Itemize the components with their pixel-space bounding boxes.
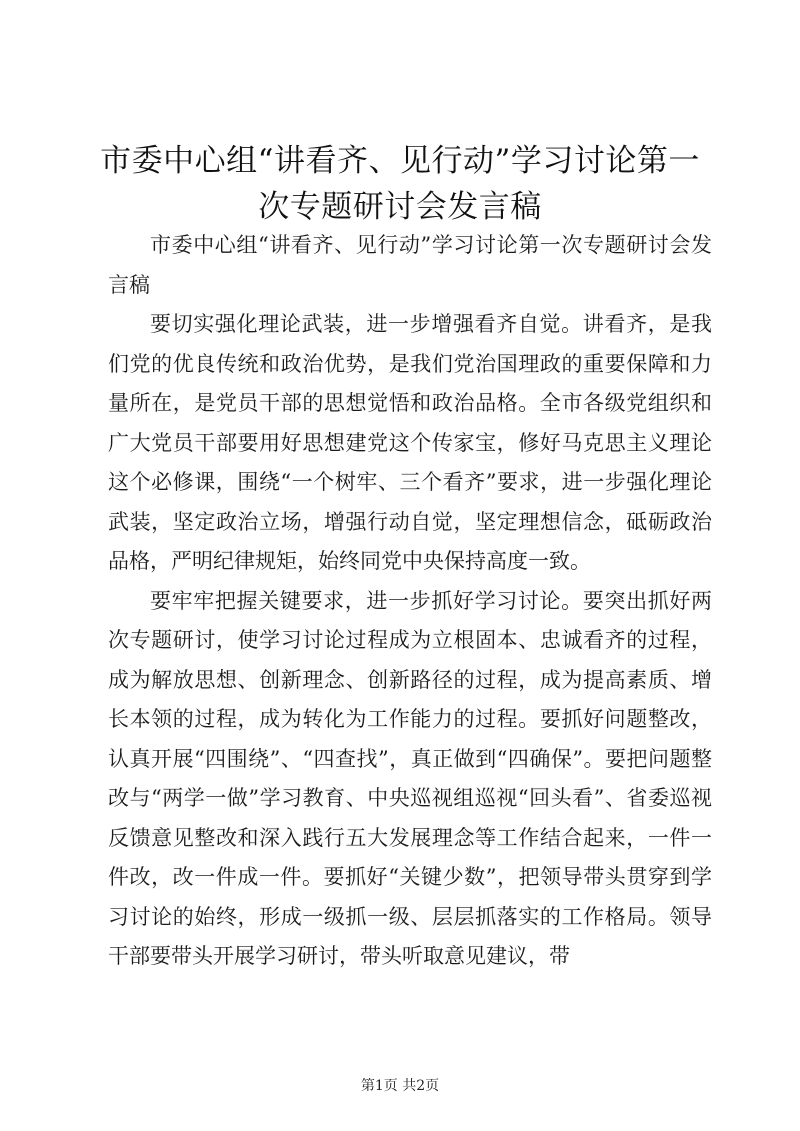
document-title: 市委中心组“讲看齐、见行动”学习讨论第一次专题研讨会发言稿 [100, 143, 700, 225]
body-paragraph-discussion: 要牢牢把握关键要求，进一步抓好学习讨论。要突出抓好两次专题研讨，使学习讨论过程成为立根固本、忠诚看齐的过程，成为解放思想、创新理念、创新路径的过程，成为提高素质、增长本领的过程，成为转化为工作能力的过程。要抓好问题整改，认真开展“四围绕”、“四查找”，真正做到“四确保”。要把问题整改与“两学一做”学习教育、中央巡视组巡视“回头看”、省委巡视反馈意见整改和深入践行五大发展理念等工作结合起来，一件一件改，改一件成一件。要抓好“关键少数”，把领导带头贯穿到学习讨论的始终，形成一级抓一级、层层抓落实的工作格局。领导干部要带头开展学习研讨，带头听取意见建议，带 [108, 588, 712, 968]
document-body [108, 226, 712, 977]
intro-paragraph: 市委中心组“讲看齐、见行动”学习讨论第一次专题研讨会发言稿 [108, 233, 712, 297]
page-number-footer: 第1页 共2页 [360, 1078, 440, 1094]
body-paragraph-theory: 要切实强化理论武装，进一步增强看齐自觉。讲看齐，是我们党的优良传统和政治优势，是我们党治国理政的重要保障和力量所在，是党员干部的思想觉悟和政治品格。全市各级党组织和广大党员干部要用好思想建党这个传家宝，修好马克思主义理论这个必修课，围绕“一个树牢、三个看齐”要求，进一步强化理论武装，坚定政治立场，增强行动自觉，坚定理想信念，砥砺政治品格，严明纪律规矩，始终同党中央保持高度一致。 [108, 312, 712, 573]
